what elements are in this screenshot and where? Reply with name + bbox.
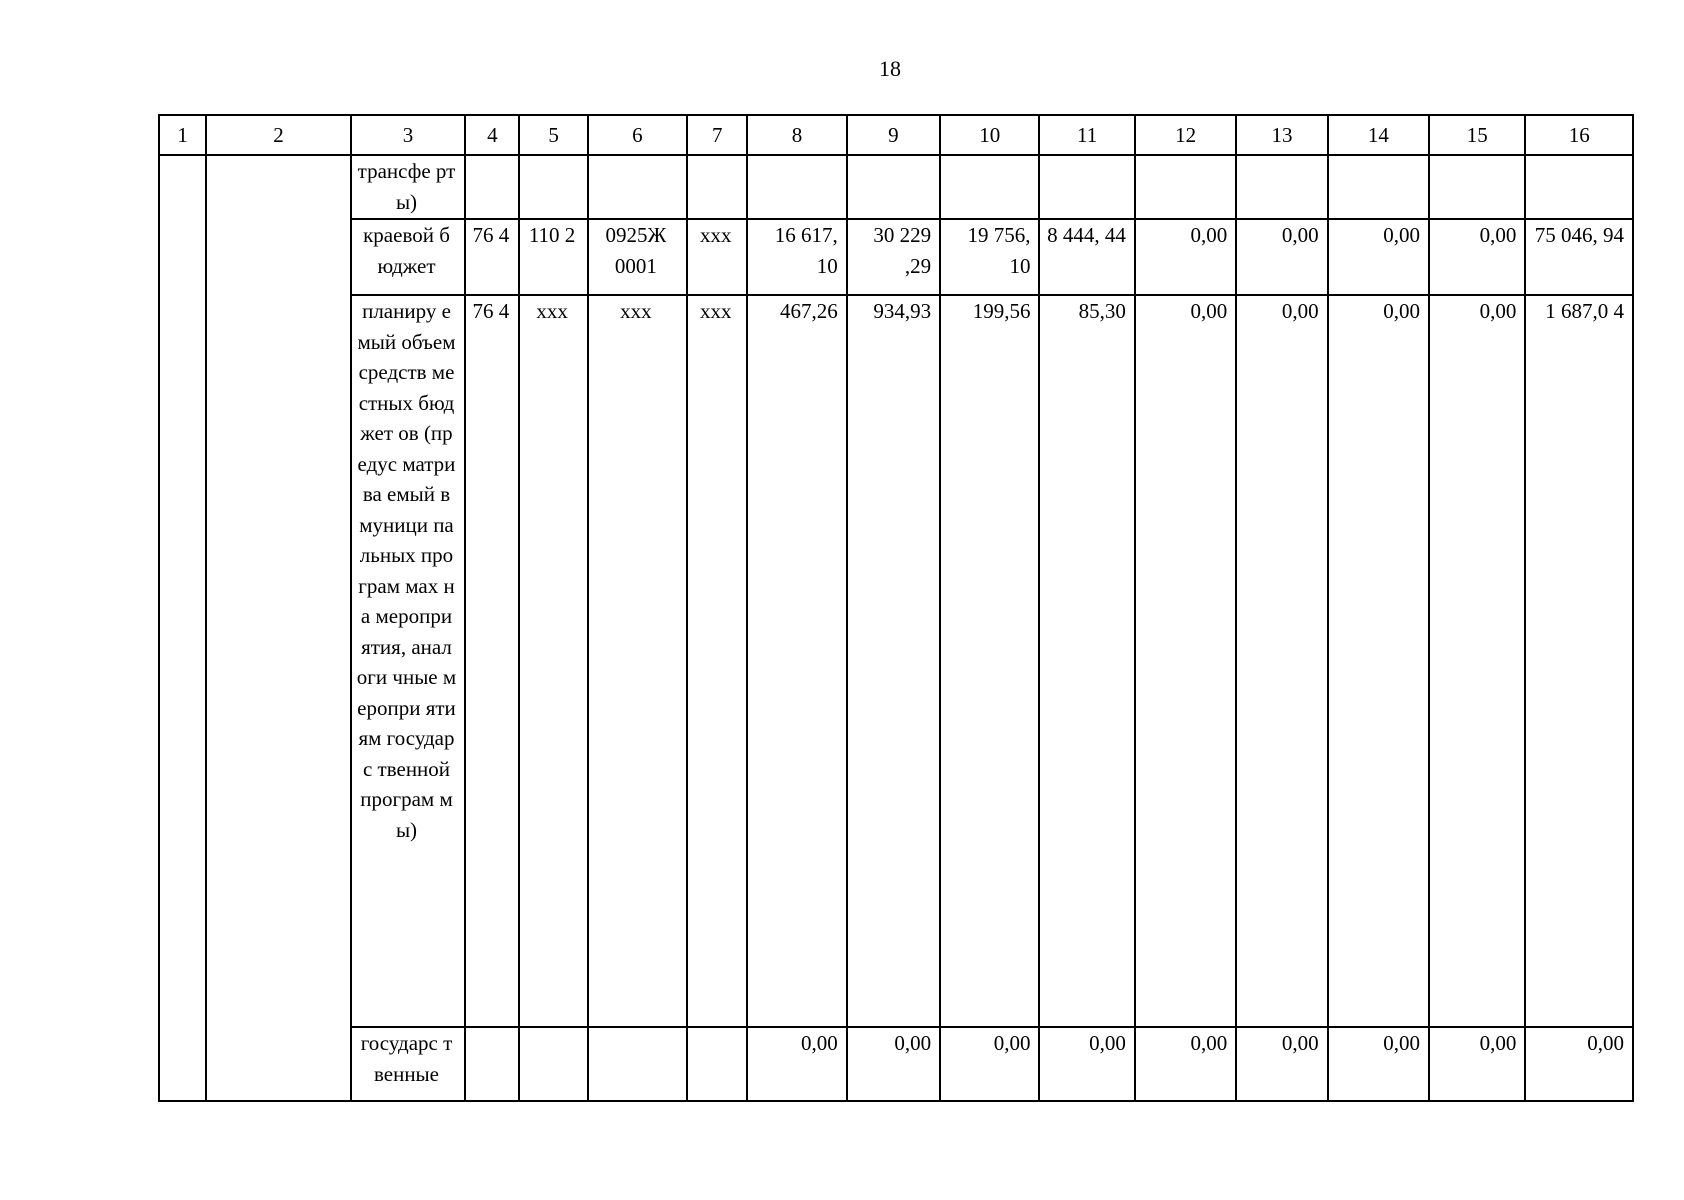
column-header: 16 [1525, 115, 1633, 155]
table-cell [1429, 155, 1525, 219]
row-label: трансфе рты) [351, 155, 465, 219]
table-row [159, 155, 1633, 219]
column-header: 15 [1429, 115, 1525, 155]
budget-table [158, 114, 1634, 1102]
table-cell [588, 155, 687, 219]
table-cell: 30 229 ,29 [847, 219, 940, 295]
table-cell: 0,00 [1328, 295, 1429, 1027]
column-header: 7 [687, 115, 747, 155]
table-cell: 76 4 [465, 295, 519, 1027]
column-header: 14 [1328, 115, 1429, 155]
table-cell: 0,00 [1236, 1027, 1327, 1101]
table-cell: 75 046, 94 [1525, 219, 1633, 295]
table-cell [519, 155, 587, 219]
column-header: 13 [1236, 115, 1327, 155]
column-header: 2 [206, 115, 351, 155]
column-header: 4 [465, 115, 519, 155]
table-row [159, 295, 1633, 1027]
column-header: 1 [159, 115, 206, 155]
table-cell: 85,30 [1039, 295, 1134, 1027]
table-cell [465, 1027, 519, 1101]
table-cell: 0,00 [1135, 295, 1236, 1027]
column-header: 9 [847, 115, 940, 155]
table-cell: xxx [687, 219, 747, 295]
table-cell [940, 155, 1039, 219]
column-number-row [159, 115, 1633, 155]
table-cell: 16 617, 10 [747, 219, 846, 295]
table-cell: 199,56 [940, 295, 1039, 1027]
table-cell [1039, 155, 1134, 219]
table-cell: 0,00 [1039, 1027, 1134, 1101]
table-cell: 467,26 [747, 295, 846, 1027]
row-label: государс твенные [351, 1027, 465, 1101]
table-cell: xxx [588, 295, 687, 1027]
table-cell: 0,00 [1429, 295, 1525, 1027]
table-cell [465, 155, 519, 219]
column-header: 10 [940, 115, 1039, 155]
table-cell [747, 155, 846, 219]
page-number: 18 [879, 56, 901, 81]
table-cell: 76 4 [465, 219, 519, 295]
table-cell: 0,00 [1135, 1027, 1236, 1101]
table-cell: 0,00 [1328, 1027, 1429, 1101]
table-cell: 0,00 [1135, 219, 1236, 295]
table-row [159, 1027, 1633, 1101]
table-cell [687, 155, 747, 219]
merged-cell-col2 [206, 155, 351, 1101]
table-cell: 0,00 [847, 1027, 940, 1101]
table-cell [1525, 155, 1633, 219]
table-cell [1236, 155, 1327, 219]
column-header: 11 [1039, 115, 1134, 155]
table-cell: 0,00 [1429, 219, 1525, 295]
column-header: 3 [351, 115, 465, 155]
table-cell [847, 155, 940, 219]
table-cell: 0,00 [1525, 1027, 1633, 1101]
table-cell: 19 756, 10 [940, 219, 1039, 295]
column-header: 6 [588, 115, 687, 155]
table-cell: xxx [519, 295, 587, 1027]
table-cell [519, 1027, 587, 1101]
table-cell [687, 1027, 747, 1101]
table-cell: 0,00 [1429, 1027, 1525, 1101]
column-header: 8 [747, 115, 846, 155]
table-cell: 934,93 [847, 295, 940, 1027]
table-cell: 1 687,0 4 [1525, 295, 1633, 1027]
row-label: планиру емый объем средств местных бюджет ов (предус матрива емый в муници пальных програм мах на меропри ятия, аналоги чные меропри ятиям государс твенной програм мы) [351, 295, 465, 1027]
row-label: краевой бюджет [351, 219, 465, 295]
table-cell: 110 2 [519, 219, 587, 295]
table-cell: xxx [687, 295, 747, 1027]
table-cell: 0925Ж 0001 [588, 219, 687, 295]
table-cell: 0,00 [940, 1027, 1039, 1101]
table-row [159, 219, 1633, 295]
table-cell: 0,00 [1328, 219, 1429, 295]
table-cell: 0,00 [1236, 219, 1327, 295]
table-cell: 0,00 [1236, 295, 1327, 1027]
merged-cell-col1 [159, 155, 206, 1101]
table-cell [588, 1027, 687, 1101]
table-cell: 8 444, 44 [1039, 219, 1134, 295]
column-header: 5 [519, 115, 587, 155]
table-cell [1328, 155, 1429, 219]
table-cell [1135, 155, 1236, 219]
table-cell: 0,00 [747, 1027, 846, 1101]
column-header: 12 [1135, 115, 1236, 155]
